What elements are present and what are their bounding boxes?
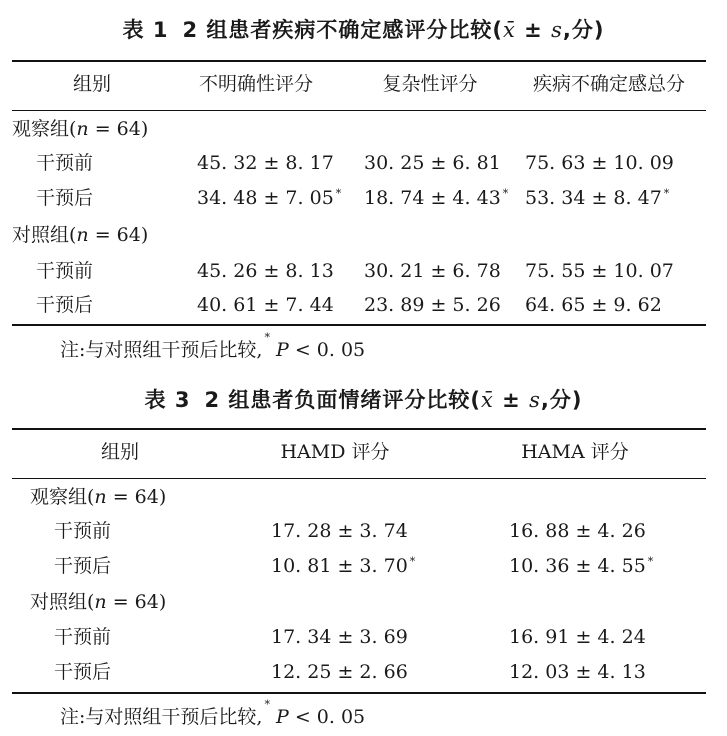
table3-top-rule (12, 428, 706, 430)
table3-group-name: 观察组(n = 64) (30, 486, 167, 508)
cell-c3: 75. 55 ± 10. 07 (525, 260, 674, 282)
cell-c2: 23. 89 ± 5. 26 (364, 294, 501, 316)
table3-title-pm: ± (493, 388, 530, 412)
cell-c1: 17. 34 ± 3. 69 (271, 626, 408, 648)
table1-title-suffix: ,分) (562, 18, 605, 42)
row-label: 干预前 (36, 152, 94, 174)
table3-title-s: s (529, 388, 541, 412)
cell-c2: 10. 36 ± 4. 55 * (509, 555, 654, 577)
table1-title (0, 14, 727, 44)
table1-header-group: 组别 (72, 73, 111, 95)
table3-note: 注:与对照组干预后比较,* P < 0. 05 (60, 698, 366, 728)
cell-c2: 30. 25 ± 6. 81 (364, 152, 501, 174)
cell-c1: 12. 25 ± 2. 66 (271, 661, 408, 683)
table1-group-row (0, 114, 727, 144)
table-row (0, 183, 727, 213)
table-row (0, 516, 727, 546)
cell-c1: 45. 26 ± 8. 13 (197, 260, 334, 282)
row-label: 干预后 (36, 187, 94, 209)
row-label: 干预后 (36, 294, 94, 316)
table-row (0, 290, 727, 320)
table3-group-row (0, 587, 727, 617)
table1-header-row (0, 69, 727, 99)
table1-note: 注:与对照组干预后比较,* P < 0. 05 (60, 331, 366, 361)
cell-c2: 16. 91 ± 4. 24 (509, 626, 646, 648)
table3-header-group: 组别 (100, 441, 139, 463)
table-row (0, 551, 727, 581)
table1-group-name: 对照组(n = 64) (12, 224, 149, 246)
table3-bottom-rule (12, 692, 706, 694)
table1-header-c2: 复杂性评分 (382, 73, 478, 95)
table1-group-name: 观察组(n = 64) (12, 118, 149, 140)
cell-c3: 75. 63 ± 10. 09 (525, 152, 674, 174)
table-row (0, 256, 727, 286)
cell-c1: 34. 48 ± 7. 05 * (197, 187, 342, 209)
table3-title (0, 384, 727, 414)
cell-c1: 40. 61 ± 7. 44 (197, 294, 334, 316)
table3-label: 表 3 (144, 388, 191, 412)
table1-label: 表 1 (122, 18, 169, 42)
table-row (0, 657, 727, 687)
table3-group-name: 对照组(n = 64) (30, 591, 167, 613)
cell-c3: 53. 34 ± 8. 47 * (525, 187, 670, 209)
table3-title-text: 2 组患者负面情绪评分比较( (204, 388, 482, 412)
table1-title-text: 2 组患者疾病不确定感评分比较( (182, 18, 504, 42)
table1-bottom-rule (12, 324, 706, 326)
table1-header-rule (12, 110, 706, 111)
cell-c2: 12. 03 ± 4. 13 (509, 661, 646, 683)
table3-title-xbar: x̄ (481, 388, 494, 412)
table3-header-rule (12, 478, 706, 479)
table1-title-s: s (551, 18, 563, 42)
table1-group-row (0, 220, 727, 250)
table1-header-c3: 疾病不确定感总分 (532, 73, 685, 95)
row-label: 干预前 (36, 260, 94, 282)
table3-header-c2: HAMA 评分 (521, 441, 629, 463)
table-row (0, 622, 727, 652)
table3-group-row (0, 482, 727, 512)
cell-c2: 30. 21 ± 6. 78 (364, 260, 501, 282)
row-label: 干预前 (54, 520, 112, 542)
table1-header-c1: 不明确性评分 (198, 73, 313, 95)
table1-title-pm: ± (515, 18, 552, 42)
cell-c1: 45. 32 ± 8. 17 (197, 152, 334, 174)
cell-c1: 17. 28 ± 3. 74 (271, 520, 408, 542)
cell-c3: 64. 65 ± 9. 62 (525, 294, 662, 316)
row-label: 干预前 (54, 626, 112, 648)
table1-top-rule (12, 60, 706, 62)
table1-title-xbar: x̄ (503, 18, 516, 42)
cell-c2: 16. 88 ± 4. 26 (509, 520, 646, 542)
table3-header-row (0, 437, 727, 467)
cell-c2: 18. 74 ± 4. 43 * (364, 187, 509, 209)
table3-header-c1: HAMD 评分 (280, 441, 390, 463)
table-row (0, 148, 727, 178)
row-label: 干预后 (54, 661, 112, 683)
row-label: 干预后 (54, 555, 112, 577)
cell-c1: 10. 81 ± 3. 70 * (271, 555, 416, 577)
table3-title-suffix: ,分) (540, 388, 583, 412)
